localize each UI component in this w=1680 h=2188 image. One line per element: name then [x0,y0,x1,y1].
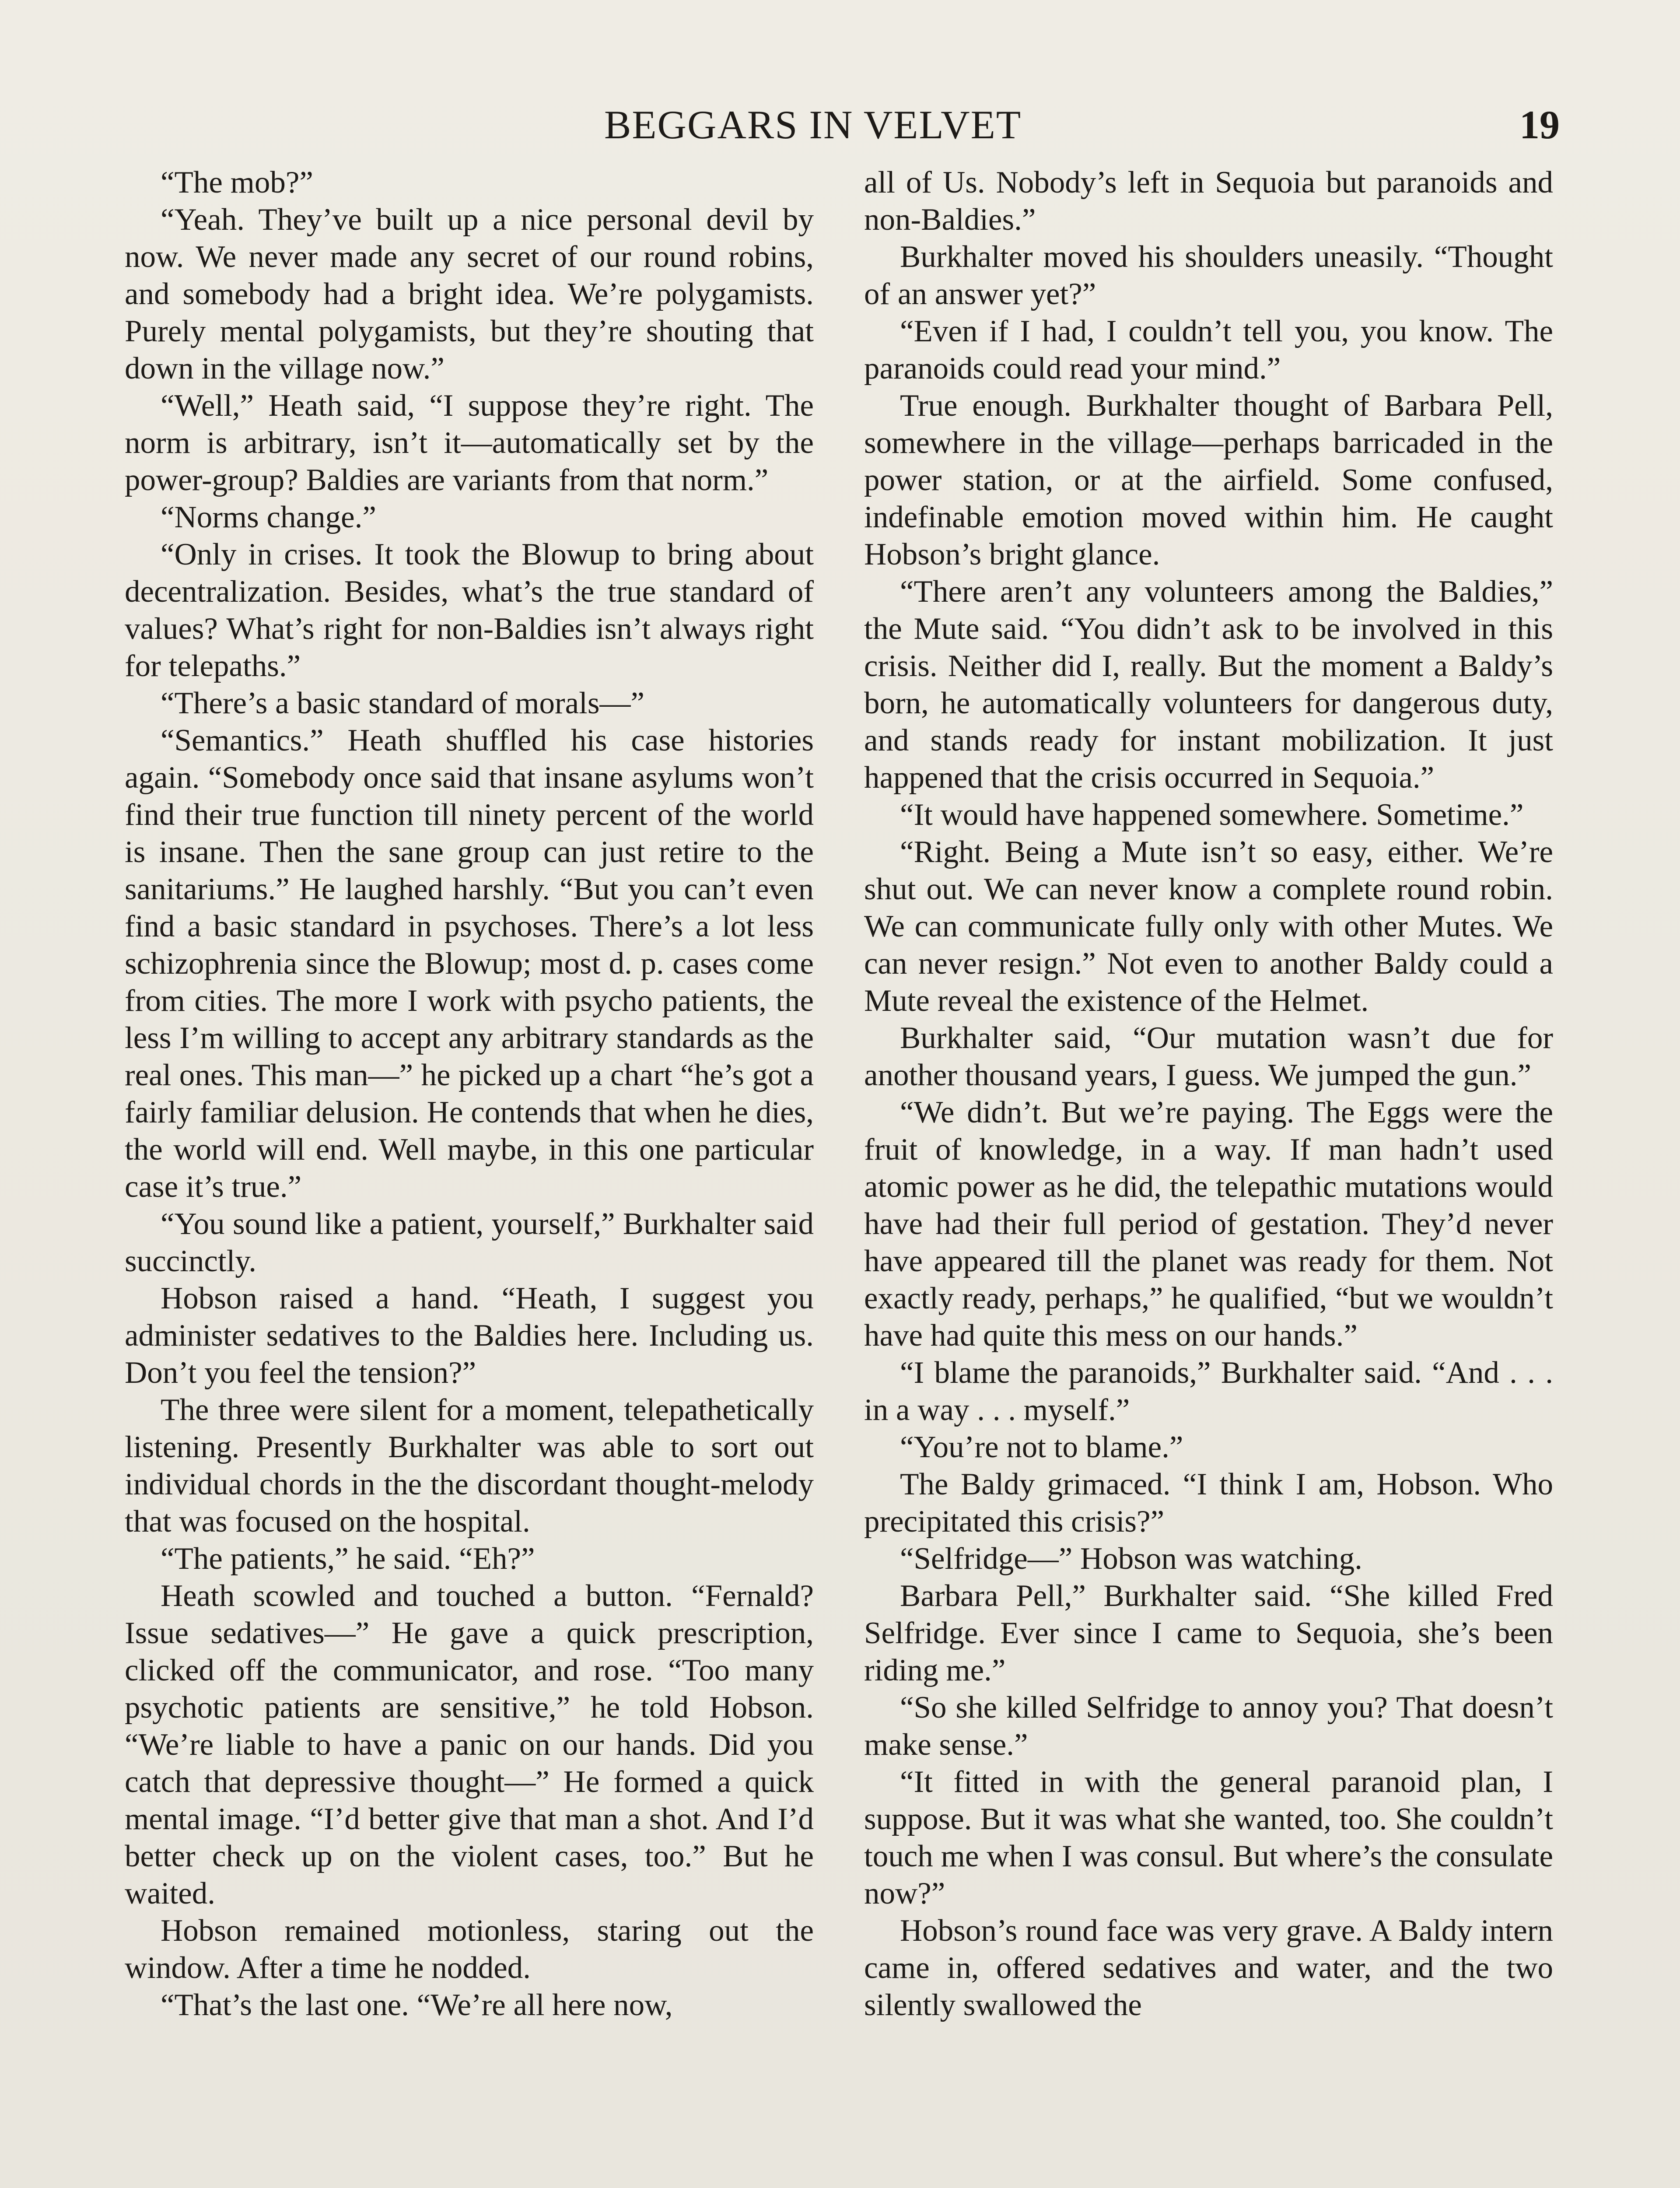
paragraph: Hobson raised a hand. “Heath, I suggest you administer sedatives to the Baldies here. Including us. Don’t you feel the tension?” [125,1281,814,1390]
paragraph: “Selfridge—” Hobson was watching. [900,1542,1362,1576]
paragraph: Barbara Pell,” Burkhalter said. “She killed Fred Selfridge. Ever since I came to Sequoia, she’s been riding me.” [864,1579,1553,1687]
paragraph: “Semantics.” Heath shuffled his case histories again. “Somebody once said that insane asylums won’t find their true function till ninety percent of the world is insane. Then the sane group can just retire to the sanitariums.” He laughed harshly. “But you can’t even find a basic standard in psychoses. There’s a lot less schizophrenia since the Blowup; most d. p. cases come from cities. The more I work with psycho patients, the less I’m willing to accept any arbitrary standards as the real ones. This man—” he picked up a chart “he’s got a fairly familiar delusion. He contends that when he dies, the world will end. Well maybe, in this one particular case it’s true.” [125,723,814,1204]
paragraph: “That’s the last one. “We’re all here now, [161,1988,673,2022]
paragraph: “Even if I had, I couldn’t tell you, you know. The paranoids could read your mind.” [864,314,1553,386]
paragraph: “It fitted in with the general paranoid plan, I suppose. But it was what she wanted, too. She couldn’t touch me when I was consul. But where’s the consulate now?” [864,1765,1553,1911]
paragraph: “The mob?” [161,165,313,200]
paragraph: Heath scowled and touched a button. “Fernald? Issue sedatives—” He gave a quick prescription, clicked off the communicator, and rose. “Too many psychotic patients are sensitive,” he told Hobson. “We’re liable to have a panic on our hands. Did you catch that depressive thought—” He formed a quick mental image. “I’d better give that man a shot. And I’d better check up on the violent cases, too.” But he waited. [125,1579,814,1911]
paragraph: Burkhalter said, “Our mutation wasn’t due for another thousand years, I guess. We jumped the gun.” [864,1021,1553,1092]
paragraph: “We didn’t. But we’re paying. The Eggs were the fruit of knowledge, in a way. If man hadn’t used atomic power as he did, the telepathic mutations would have had their full period of gestation. They’d never have appeared till the planet was ready for them. Not exactly ready, perhaps,” he qualified, “but we wouldn’t have had quite this mess on our hands.” [864,1095,1553,1353]
paragraph: “Right. Being a Mute isn’t so easy, either. We’re shut out. We can never know a complete round robin. We can communicate fully only with other Mutes. We can never resign.” Not even to another Baldy could a Mute reveal the existence of the Helmet. [864,835,1553,1018]
paragraph: Hobson remained motionless, staring out the window. After a time he nodded. [125,1914,814,1985]
paragraph: Hobson’s round face was very grave. A Baldy intern came in, offered sedatives and water, and the two silently swallowed the [864,1914,1553,2022]
paragraph: The Baldy grimaced. “I think I am, Hobson. Who precipitated this crisis?” [864,1467,1553,1539]
paragraph: “I blame the paranoids,” Burkhalter said. “And . . . in a way . . . myself.” [864,1356,1553,1427]
paragraph: The three were silent for a moment, telepathetically listening. Presently Burkhalter was able to sort out individual chords in the the discordant thought-melody that was focused on the hospital. [125,1393,814,1539]
paragraph: “You sound like a patient, yourself,” Burkhalter said succinctly. [125,1207,814,1278]
paragraph: “So she killed Selfridge to annoy you? That doesn’t make sense.” [864,1690,1553,1762]
text-column-left [125,164,814,2024]
paragraph: Burkhalter moved his shoulders uneasily. “Thought of an answer yet?” [864,240,1553,311]
paragraph: “There aren’t any volunteers among the Baldies,” the Mute said. “You didn’t ask to be involved in this crisis. Neither did I, really. But the moment a Baldy’s born, he automatically volunteers for dangerous duty, and stands ready for instant mobilization. It just happened that the crisis occurred in Sequoia.” [864,575,1553,795]
paragraph: “Well,” Heath said, “I suppose they’re right. The norm is arbitrary, isn’t it—automatically set by the power-group? Baldies are variants from that norm.” [125,389,814,497]
paragraph: “You’re not to blame.” [900,1430,1183,1464]
paragraph: True enough. Burkhalter thought of Barbara Pell, somewhere in the village—perhaps barricaded in the power station, or at the airfield. Some confused, indefinable emotion moved within him. He caught Hobson’s bright glance. [864,389,1553,572]
paragraph-continued: all of Us. Nobody’s left in Sequoia but paranoids and non-Baldies.” [864,165,1553,237]
page-number: 19 [1519,102,1560,147]
paragraph: “Norms change.” [161,500,376,534]
running-title: BEGGARS IN VELVET [604,102,1022,147]
paragraph: “There’s a basic standard of morals—” [161,686,644,720]
page-header [125,98,1560,155]
paragraph: “Only in crises. It took the Blowup to bring about decentralization. Besides, what’s the true standard of values? What’s right for non-Baldies isn’t always right for telepaths.” [125,537,814,683]
paragraph: “It would have happened somewhere. Sometime.” [900,798,1524,832]
paragraph: “Yeah. They’ve built up a nice personal devil by now. We never made any secret of our round robins, and somebody had a bright idea. We’re polygamists. Purely mental polygamists, but they’re shouting that down in the village now.” [125,203,814,386]
paragraph: “The patients,” he said. “Eh?” [161,1542,535,1576]
text-column-right [864,164,1553,2024]
